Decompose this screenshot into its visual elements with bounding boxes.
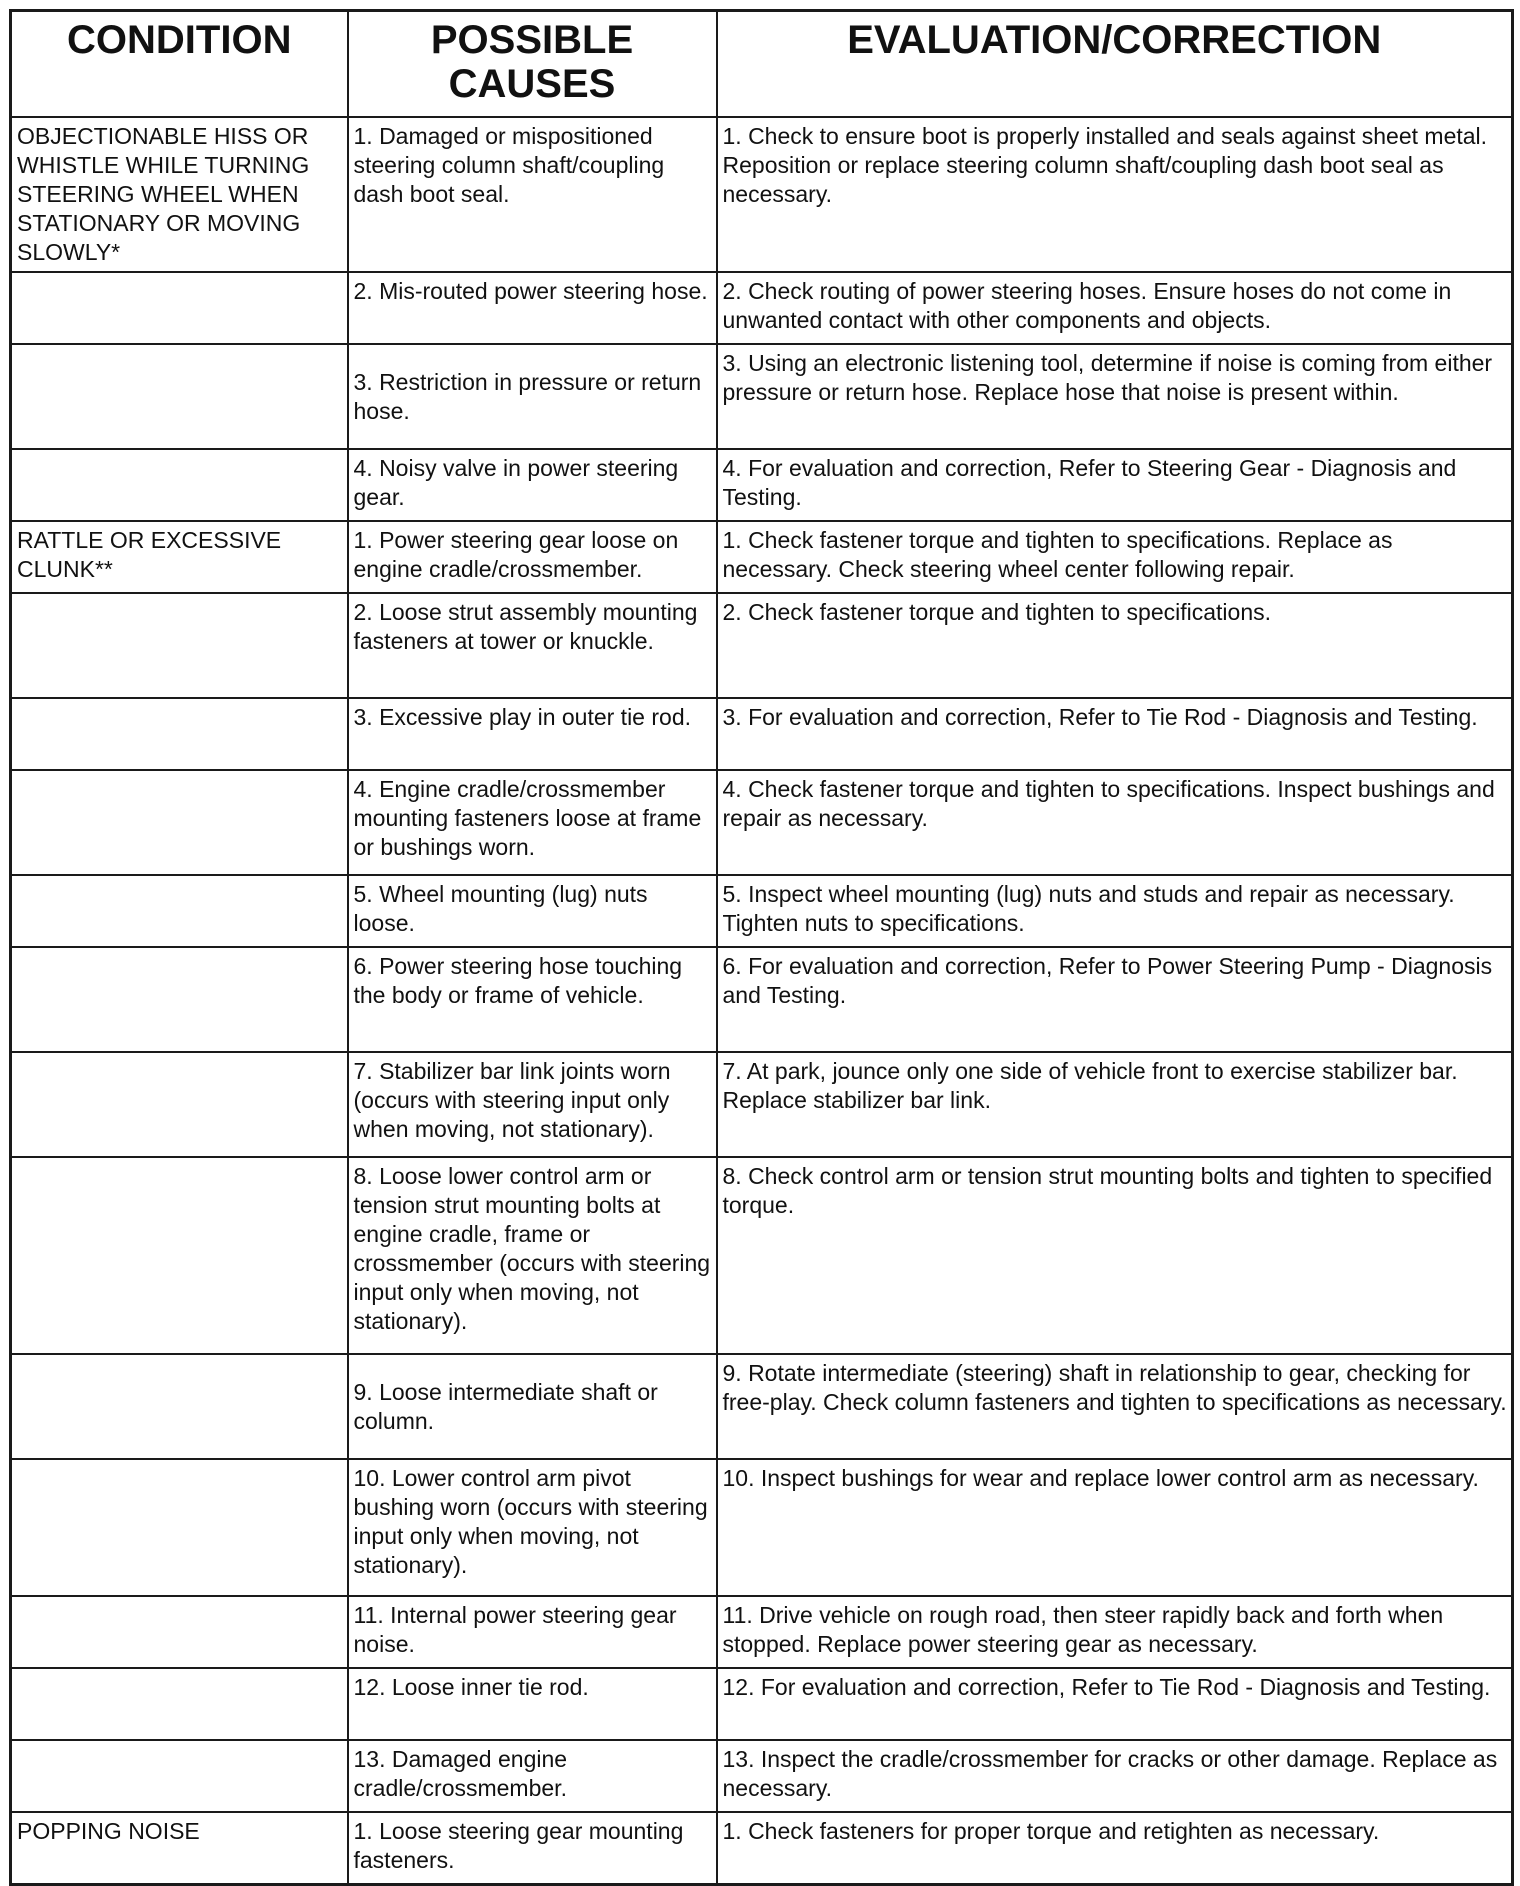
table-row bbox=[11, 770, 1513, 875]
header-possible-causes: POSSIBLE CAUSES bbox=[348, 11, 717, 118]
condition-cell bbox=[11, 1668, 348, 1740]
cause-cell: 5. Wheel mounting (lug) nuts loose. bbox=[348, 875, 717, 947]
correction-cell: 2. Check fastener torque and tighten to specifications. bbox=[717, 593, 1513, 698]
cause-cell: 4. Engine cradle/crossmember mounting fasteners loose at frame or bushings worn. bbox=[348, 770, 717, 875]
correction-cell: 3. Using an electronic listening tool, determine if noise is coming from either pressure or return hose. Replace hose that noise is present within. bbox=[717, 344, 1513, 449]
condition-cell bbox=[11, 1354, 348, 1459]
table-row bbox=[11, 344, 1513, 449]
correction-cell: 8. Check control arm or tension strut mounting bolts and tighten to specified torque. bbox=[717, 1157, 1513, 1354]
correction-cell: 1. Check fasteners for proper torque and retighten as necessary. bbox=[717, 1812, 1513, 1884]
table-header bbox=[11, 11, 1513, 118]
condition-cell bbox=[11, 947, 348, 1052]
condition-cell bbox=[11, 1052, 348, 1157]
cause-cell: 2. Mis-routed power steering hose. bbox=[348, 272, 717, 344]
table-row bbox=[11, 1354, 1513, 1459]
condition-cell bbox=[11, 1740, 348, 1812]
table-body bbox=[11, 117, 1513, 1884]
cause-cell: 2. Loose strut assembly mounting fasteners at tower or knuckle. bbox=[348, 593, 717, 698]
condition-cell bbox=[11, 698, 348, 770]
correction-cell: 3. For evaluation and correction, Refer to Tie Rod - Diagnosis and Testing. bbox=[717, 698, 1513, 770]
condition-cell: OBJECTIONABLE HISS OR WHISTLE WHILE TURNING STEERING WHEEL WHEN STATIONARY OR MOVING SLOWLY* bbox=[11, 117, 348, 272]
table-row bbox=[11, 1052, 1513, 1157]
correction-cell: 9. Rotate intermediate (steering) shaft in relationship to gear, checking for free-play. Check column fasteners and tighten to specifications as necessary. bbox=[717, 1354, 1513, 1459]
correction-cell: 12. For evaluation and correction, Refer to Tie Rod - Diagnosis and Testing. bbox=[717, 1668, 1513, 1740]
table-row bbox=[11, 117, 1513, 272]
header-condition: CONDITION bbox=[11, 11, 348, 118]
condition-cell bbox=[11, 593, 348, 698]
correction-cell: 7. At park, jounce only one side of vehicle front to exercise stabilizer bar. Replace stabilizer bar link. bbox=[717, 1052, 1513, 1157]
correction-cell: 13. Inspect the cradle/crossmember for cracks or other damage. Replace as necessary. bbox=[717, 1740, 1513, 1812]
table-row bbox=[11, 698, 1513, 770]
correction-cell: 4. Check fastener torque and tighten to specifications. Inspect bushings and repair as necessary. bbox=[717, 770, 1513, 875]
correction-cell: 5. Inspect wheel mounting (lug) nuts and studs and repair as necessary. Tighten nuts to specifications. bbox=[717, 875, 1513, 947]
condition-cell bbox=[11, 1596, 348, 1668]
cause-cell: 1. Loose steering gear mounting fasteners. bbox=[348, 1812, 717, 1884]
cause-cell: 13. Damaged engine cradle/crossmember. bbox=[348, 1740, 717, 1812]
table-row bbox=[11, 449, 1513, 521]
cause-cell: 1. Power steering gear loose on engine cradle/crossmember. bbox=[348, 521, 717, 593]
correction-cell: 1. Check fastener torque and tighten to specifications. Replace as necessary. Check steering wheel center following repair. bbox=[717, 521, 1513, 593]
correction-cell: 4. For evaluation and correction, Refer to Steering Gear - Diagnosis and Testing. bbox=[717, 449, 1513, 521]
table-row bbox=[11, 1157, 1513, 1354]
table-row bbox=[11, 272, 1513, 344]
header-row bbox=[11, 11, 1513, 118]
cause-cell: 9. Loose intermediate shaft or column. bbox=[348, 1354, 717, 1459]
table-row bbox=[11, 1668, 1513, 1740]
condition-cell bbox=[11, 770, 348, 875]
condition-cell bbox=[11, 1157, 348, 1354]
table-row bbox=[11, 1596, 1513, 1668]
cause-cell: 3. Restriction in pressure or return hose. bbox=[348, 344, 717, 449]
condition-cell bbox=[11, 344, 348, 449]
condition-cell: RATTLE OR EXCESSIVE CLUNK** bbox=[11, 521, 348, 593]
cause-cell: 11. Internal power steering gear noise. bbox=[348, 1596, 717, 1668]
correction-cell: 11. Drive vehicle on rough road, then steer rapidly back and forth when stopped. Replace power steering gear as necessary. bbox=[717, 1596, 1513, 1668]
cause-cell: 8. Loose lower control arm or tension strut mounting bolts at engine cradle, frame or crossmember (occurs with steering input only when moving, not stationary). bbox=[348, 1157, 717, 1354]
condition-cell bbox=[11, 1459, 348, 1596]
correction-cell: 1. Check to ensure boot is properly installed and seals against sheet metal. Reposition or replace steering column shaft/coupling dash boot seal as necessary. bbox=[717, 117, 1513, 272]
cause-cell: 12. Loose inner tie rod. bbox=[348, 1668, 717, 1740]
table-row bbox=[11, 947, 1513, 1052]
table-row bbox=[11, 875, 1513, 947]
correction-cell: 10. Inspect bushings for wear and replace lower control arm as necessary. bbox=[717, 1459, 1513, 1596]
table-row bbox=[11, 1459, 1513, 1596]
condition-cell bbox=[11, 875, 348, 947]
table-row bbox=[11, 593, 1513, 698]
correction-cell: 2. Check routing of power steering hoses. Ensure hoses do not come in unwanted contact with other components and objects. bbox=[717, 272, 1513, 344]
cause-cell: 1. Damaged or mispositioned steering column shaft/coupling dash boot seal. bbox=[348, 117, 717, 272]
table-row bbox=[11, 1812, 1513, 1884]
table-row bbox=[11, 521, 1513, 593]
correction-cell: 6. For evaluation and correction, Refer to Power Steering Pump - Diagnosis and Testing. bbox=[717, 947, 1513, 1052]
condition-cell bbox=[11, 449, 348, 521]
cause-cell: 6. Power steering hose touching the body or frame of vehicle. bbox=[348, 947, 717, 1052]
cause-cell: 7. Stabilizer bar link joints worn (occurs with steering input only when moving, not stationary). bbox=[348, 1052, 717, 1157]
table-row bbox=[11, 1740, 1513, 1812]
cause-cell: 10. Lower control arm pivot bushing worn (occurs with steering input only when moving, not stationary). bbox=[348, 1459, 717, 1596]
cause-cell: 4. Noisy valve in power steering gear. bbox=[348, 449, 717, 521]
header-evaluation-correction: EVALUATION/CORRECTION bbox=[717, 11, 1513, 118]
diagnosis-table bbox=[9, 9, 1514, 1886]
condition-cell: POPPING NOISE bbox=[11, 1812, 348, 1884]
cause-cell: 3. Excessive play in outer tie rod. bbox=[348, 698, 717, 770]
condition-cell bbox=[11, 272, 348, 344]
